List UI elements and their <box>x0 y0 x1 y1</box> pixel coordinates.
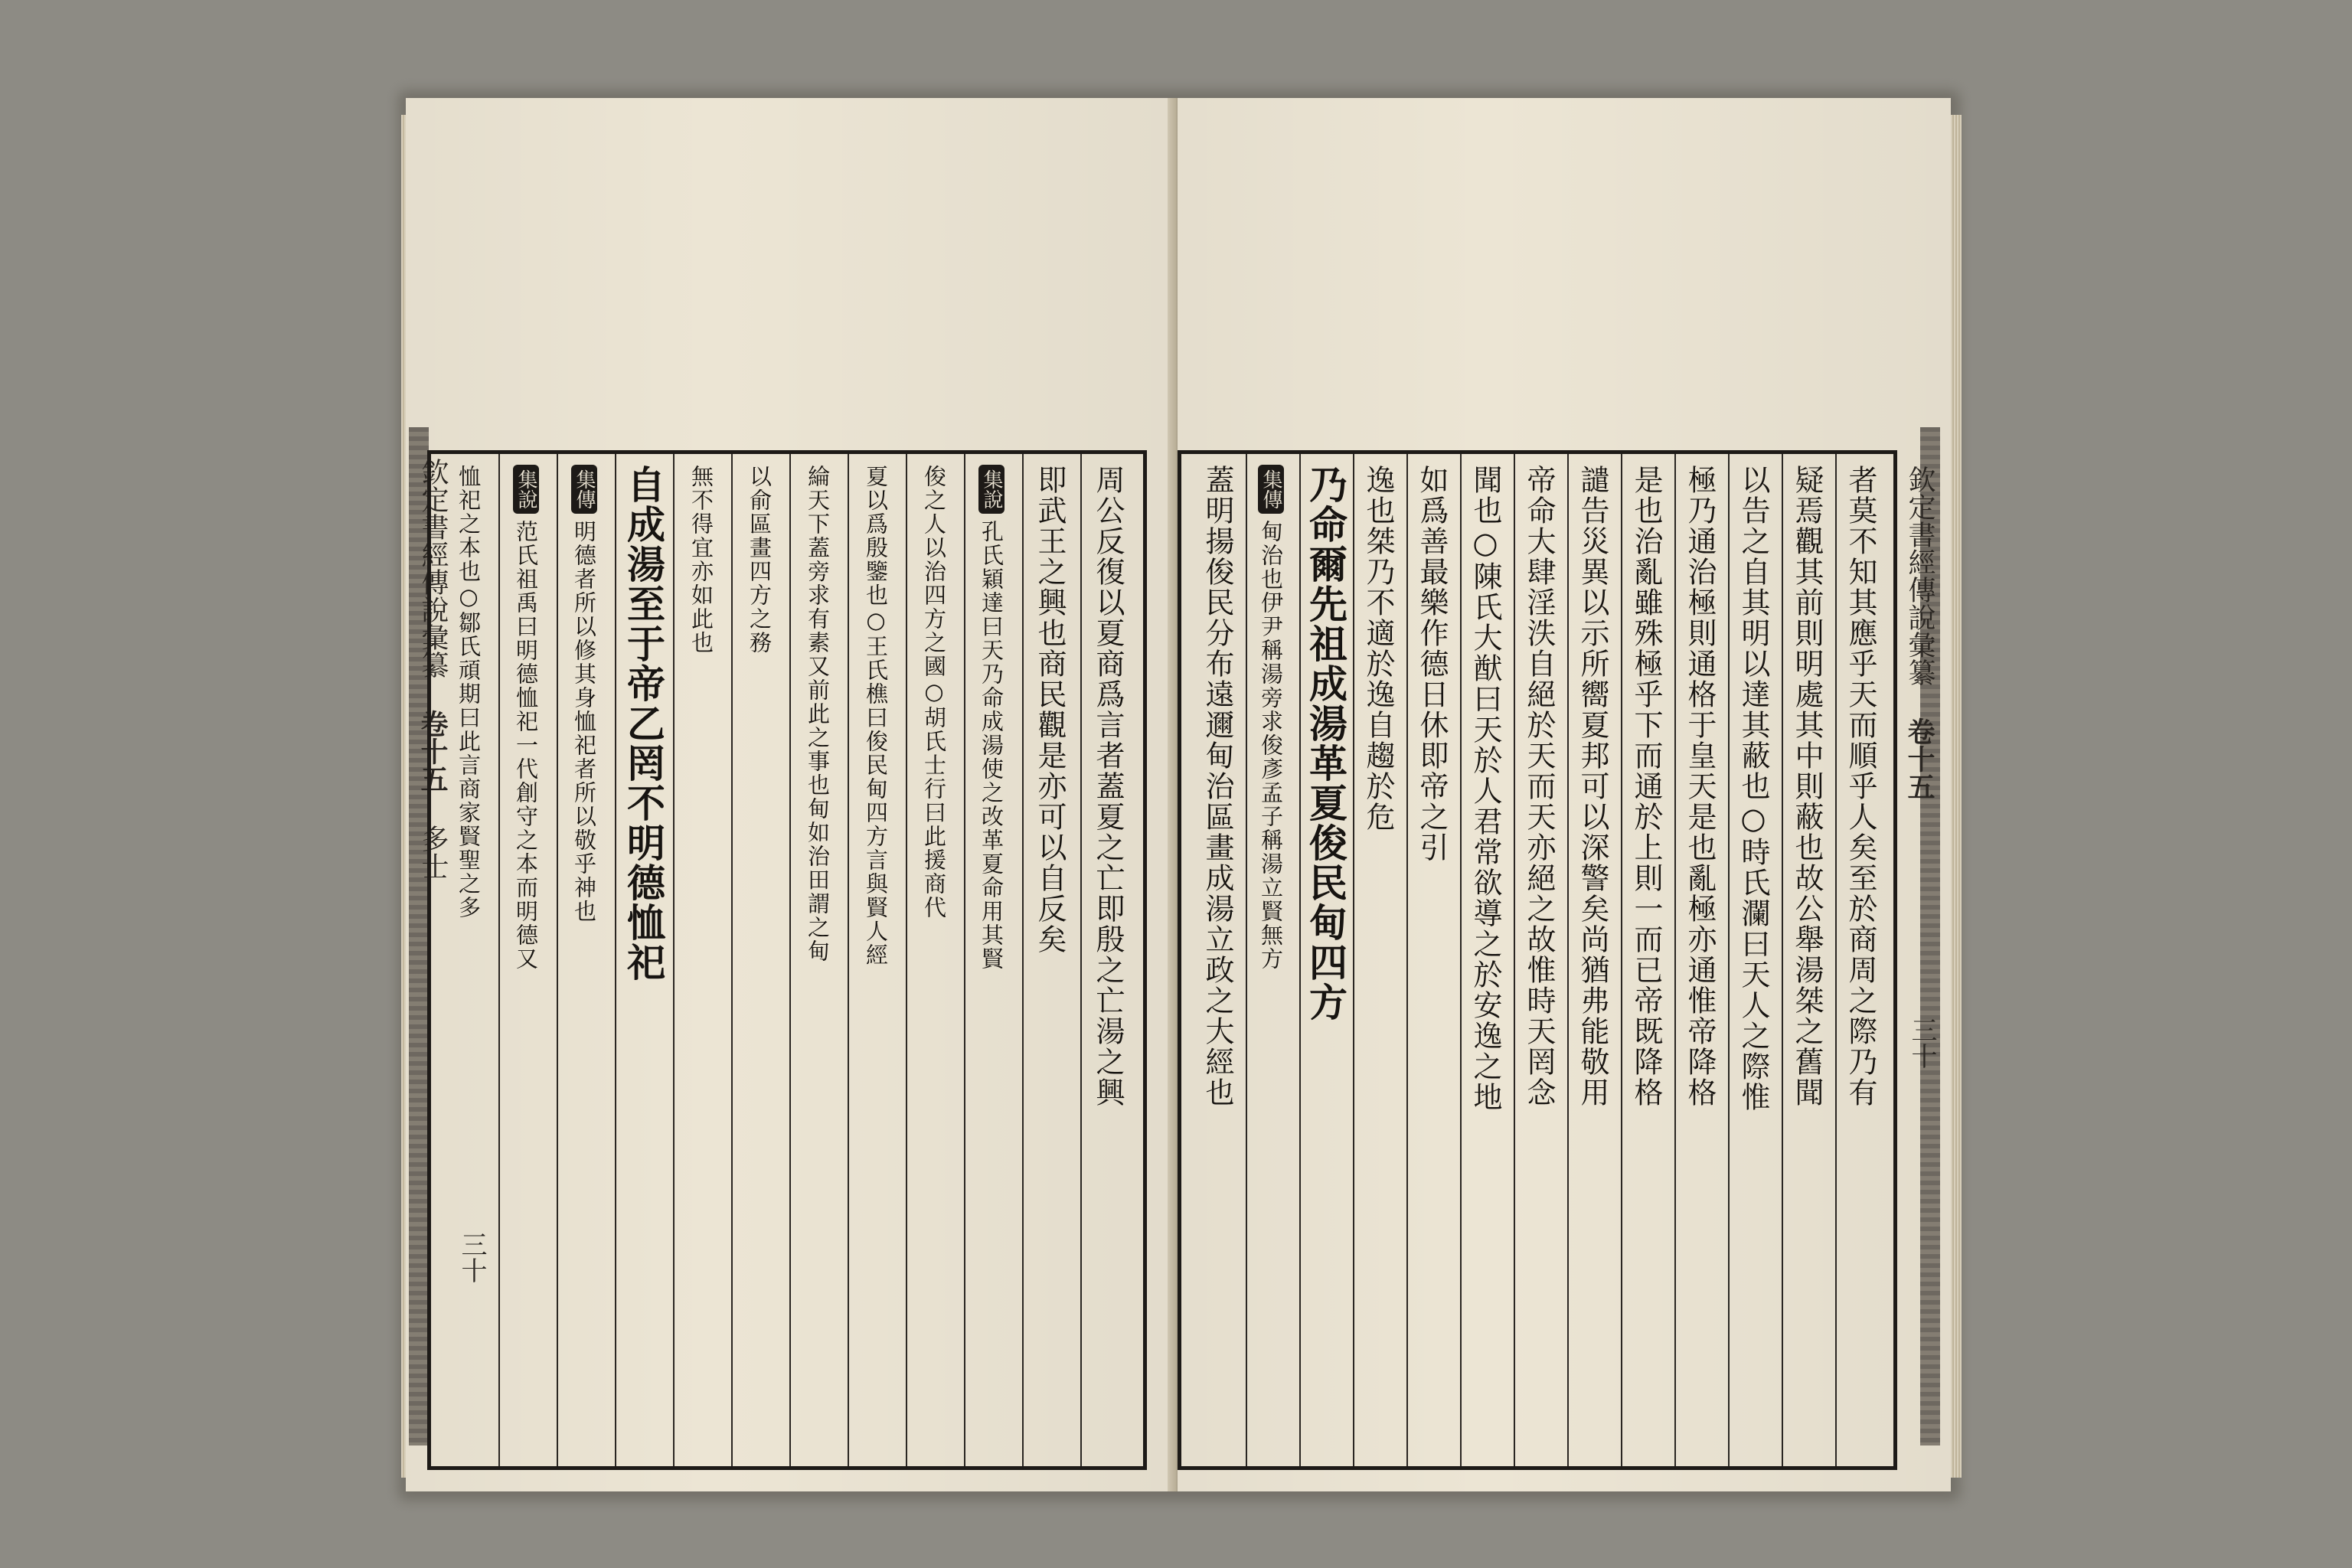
column-rule <box>906 454 907 1466</box>
text-column-gloss <box>571 465 597 923</box>
column-rule <box>789 454 791 1466</box>
text-column-body <box>1468 465 1502 1112</box>
text-column-body <box>1576 465 1609 1108</box>
column-text: 極乃通治極則通格于皇天是也亂極亦通惟帝降格 <box>1683 465 1717 1108</box>
left-folio-number: 三十 <box>456 1231 487 1283</box>
column-text: 周公反復以夏商爲言者蓋夏之亡即殷之亡湯之興 <box>1091 465 1125 1108</box>
text-column-body <box>1790 465 1824 1108</box>
right-folio-number: 三十 <box>1906 1017 1937 1069</box>
right-margin-title: 欽定書經傳說彙纂 <box>1904 466 1936 686</box>
text-column-body <box>1683 465 1717 1108</box>
column-rule <box>1514 454 1515 1466</box>
column-text: 即武王之興也商民觀是亦可以自反矣 <box>1033 465 1067 955</box>
annotation-badge: 集傳 <box>1258 465 1284 514</box>
text-column-main <box>1305 465 1346 1022</box>
column-rule <box>1080 454 1082 1466</box>
column-text: 蓋明揚俊民分布遠邇甸治區畫成湯立政之大經也 <box>1200 465 1234 1108</box>
column-rule <box>615 454 616 1466</box>
text-column-gloss <box>922 465 946 920</box>
text-column-body <box>1200 465 1234 1108</box>
column-text: 逸也桀乃不適於逸自趨於危 <box>1361 465 1395 832</box>
text-column-gloss <box>513 465 539 971</box>
annotation-badge: 集說 <box>513 465 539 514</box>
text-column-body <box>1736 465 1770 1112</box>
column-text: 俊之人以治四方之國○胡氏士行曰此援商代 <box>921 465 947 920</box>
left-margin-chapter: 多士 <box>417 824 449 880</box>
column-rule <box>1728 454 1730 1466</box>
right-page <box>1178 98 1951 1491</box>
column-text: 自成湯至于帝乙罔不明德恤祀 <box>621 465 666 982</box>
right-text-frame <box>1178 450 1897 1470</box>
column-text: 甸治也伊尹稱湯旁求俊彥孟子稱湯立賢無方 <box>1258 520 1284 971</box>
text-column-gloss <box>805 465 830 963</box>
column-text: 者莫不知其應乎天而順乎人矣至於商周之際乃有 <box>1844 465 1877 1108</box>
text-column-gloss <box>1258 465 1284 971</box>
text-column-body <box>1522 465 1556 1108</box>
column-rule <box>1621 454 1622 1466</box>
column-rule <box>1299 454 1301 1466</box>
column-rule <box>1782 454 1783 1466</box>
column-text: 疑焉觀其前則明處其中則蔽也故公舉湯桀之舊聞 <box>1790 465 1824 1108</box>
column-text: 以俞區畫四方之務 <box>746 465 773 655</box>
column-text: 是也治亂雖殊極乎下而通於上則一而已帝既降格 <box>1629 465 1663 1108</box>
column-rule <box>1835 454 1837 1466</box>
column-text: 明德者所以修其身恤祀者所以敬乎神也 <box>571 520 597 923</box>
text-column-gloss <box>864 465 888 967</box>
column-text: 夏以爲殷鑒也○王氏樵曰俊民甸四方言與賢人經 <box>863 465 889 967</box>
text-column-gloss <box>456 465 481 920</box>
column-rule <box>1353 454 1354 1466</box>
text-column-body <box>1415 465 1449 863</box>
left-page <box>406 98 1175 1491</box>
column-rule <box>498 454 500 1466</box>
column-text: 綸天下蓋旁求有素又前此之事也甸如治田謂之甸 <box>805 465 831 963</box>
text-column-body <box>1361 465 1395 832</box>
column-text: 聞也○陳氏大猷曰天於人君常欲導之於安逸之地 <box>1468 465 1502 1112</box>
column-text: 帝命大肆淫泆自絕於天而天亦絕之故惟時天罔念 <box>1522 465 1556 1108</box>
column-rule <box>1022 454 1024 1466</box>
text-column-gloss <box>978 465 1004 971</box>
column-rule <box>1674 454 1676 1466</box>
column-text: 范氏祖禹曰明德恤祀一代創守之本而明德又 <box>513 520 539 971</box>
text-column-gloss <box>689 465 714 655</box>
column-text: 無不得宜亦如此也 <box>688 465 714 655</box>
column-text: 以告之自其明以達其蔽也○時氏瀾曰天人之際惟 <box>1736 465 1770 1112</box>
column-rule <box>1460 454 1462 1466</box>
text-column-body <box>1629 465 1663 1108</box>
column-text: 譴告災異以示所嚮夏邦可以深警矣尚猶弗能敬用 <box>1576 465 1609 1108</box>
right-margin-volume: 卷十五 <box>1903 717 1936 801</box>
column-rule <box>1406 454 1408 1466</box>
column-rule <box>1246 454 1247 1466</box>
column-text: 如爲善最樂作德日休即帝之引 <box>1415 465 1449 863</box>
left-text-frame <box>427 450 1147 1470</box>
column-text: 恤祀之本也○鄒氏頑期曰此言商家賢聖之多 <box>456 465 482 920</box>
text-column-gloss <box>747 465 772 655</box>
text-column-body <box>1033 465 1067 955</box>
column-rule <box>731 454 733 1466</box>
right-margin-header <box>1900 466 1939 800</box>
text-column-main <box>622 465 664 982</box>
text-column-body <box>1091 465 1125 1108</box>
column-text: 乃命爾先祖成湯革夏俊民甸四方 <box>1303 465 1348 1022</box>
column-text: 孔氏穎達曰天乃命成湯使之改革夏命用其賢 <box>978 520 1004 971</box>
column-rule <box>964 454 965 1466</box>
left-margin-title: 欽定書經傳說彙纂 <box>417 458 449 678</box>
column-rule <box>673 454 675 1466</box>
annotation-badge: 集傳 <box>571 465 597 514</box>
column-rule <box>848 454 849 1466</box>
text-column-body <box>1844 465 1877 1108</box>
column-rule <box>557 454 558 1466</box>
column-rule <box>1567 454 1569 1466</box>
annotation-badge: 集說 <box>978 465 1004 514</box>
left-margin-volume: 卷十五 <box>416 710 449 793</box>
